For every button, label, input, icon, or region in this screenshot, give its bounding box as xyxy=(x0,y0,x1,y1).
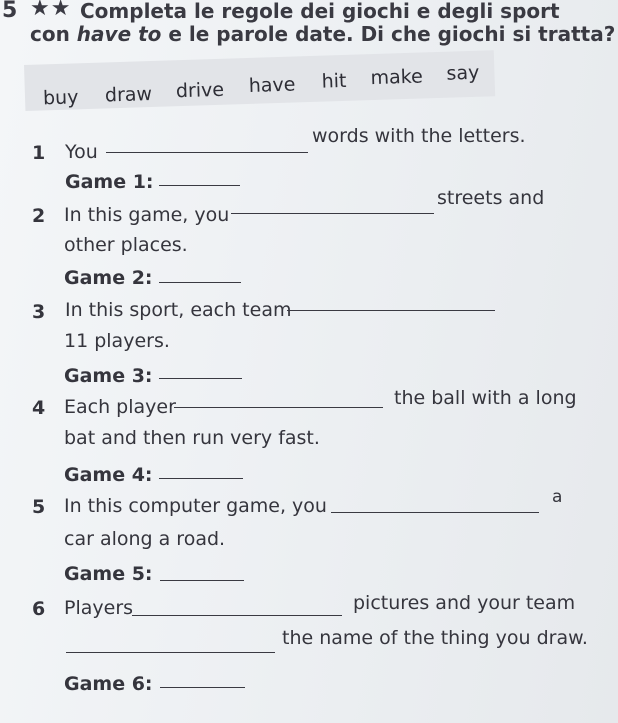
difficulty-stars: ★★ xyxy=(30,0,72,21)
item-number: 3 xyxy=(32,301,46,323)
item-number: 6 xyxy=(32,598,46,620)
instruction-line-1: Completa le regole dei giochi e degli sport xyxy=(80,0,560,23)
game-answer-blank[interactable] xyxy=(159,282,241,283)
answer-blank[interactable] xyxy=(231,213,434,214)
instruction-line-2: con have to e le parole date. Di che giochi si tratta? xyxy=(30,22,616,46)
item-text: a xyxy=(552,487,563,507)
item-text: other places. xyxy=(64,234,188,256)
item-text: the ball with a long xyxy=(394,387,577,409)
item-text: streets and xyxy=(437,187,545,209)
item-text: In this game, you xyxy=(64,204,230,226)
item-text: car along a road. xyxy=(64,528,226,550)
answer-blank[interactable] xyxy=(287,310,495,311)
item-text: the name of the thing you draw. xyxy=(282,627,588,649)
game-answer-blank[interactable] xyxy=(160,687,245,688)
item-number: 2 xyxy=(32,205,46,227)
exercise-number: 5 xyxy=(2,0,18,23)
word-bank-item: buy xyxy=(42,86,79,110)
word-bank-item: have xyxy=(248,73,296,97)
word-bank xyxy=(24,50,495,111)
answer-blank[interactable] xyxy=(331,512,539,513)
game-answer-blank[interactable] xyxy=(159,185,240,186)
item-number: 4 xyxy=(32,397,46,419)
item-text: bat and then run very fast. xyxy=(64,427,320,449)
item-text: words with the letters. xyxy=(312,125,526,147)
item-text: Each player xyxy=(64,396,176,418)
item-text: pictures and your team xyxy=(353,592,576,614)
game-answer-blank[interactable] xyxy=(159,378,242,379)
item-number: 1 xyxy=(32,142,46,164)
word-bank-item: make xyxy=(370,65,424,90)
answer-blank[interactable] xyxy=(66,652,275,653)
game-answer-blank[interactable] xyxy=(159,478,243,479)
item-text: Players xyxy=(64,597,134,619)
game-answer-blank[interactable] xyxy=(160,580,244,581)
word-bank-item: draw xyxy=(104,82,153,107)
answer-blank[interactable] xyxy=(106,152,308,153)
answer-blank[interactable] xyxy=(174,407,383,408)
answer-blank[interactable] xyxy=(132,615,342,616)
item-text: In this sport, each team xyxy=(65,299,292,321)
game-label: Game 4: xyxy=(64,464,153,486)
game-label: Game 5: xyxy=(64,563,153,585)
item-text: You xyxy=(65,141,98,163)
game-label: Game 2: xyxy=(64,267,153,289)
word-bank-item: hit xyxy=(321,69,347,93)
game-label: Game 1: xyxy=(65,171,154,193)
item-number: 5 xyxy=(32,496,46,518)
item-text: 11 players. xyxy=(64,330,170,352)
word-bank-item: drive xyxy=(175,78,225,103)
instruction-emphasis: have to xyxy=(76,22,162,46)
word-bank-item: say xyxy=(446,61,480,85)
game-label: Game 6: xyxy=(64,673,153,695)
item-text: In this computer game, you xyxy=(64,495,327,517)
game-label: Game 3: xyxy=(64,365,153,387)
